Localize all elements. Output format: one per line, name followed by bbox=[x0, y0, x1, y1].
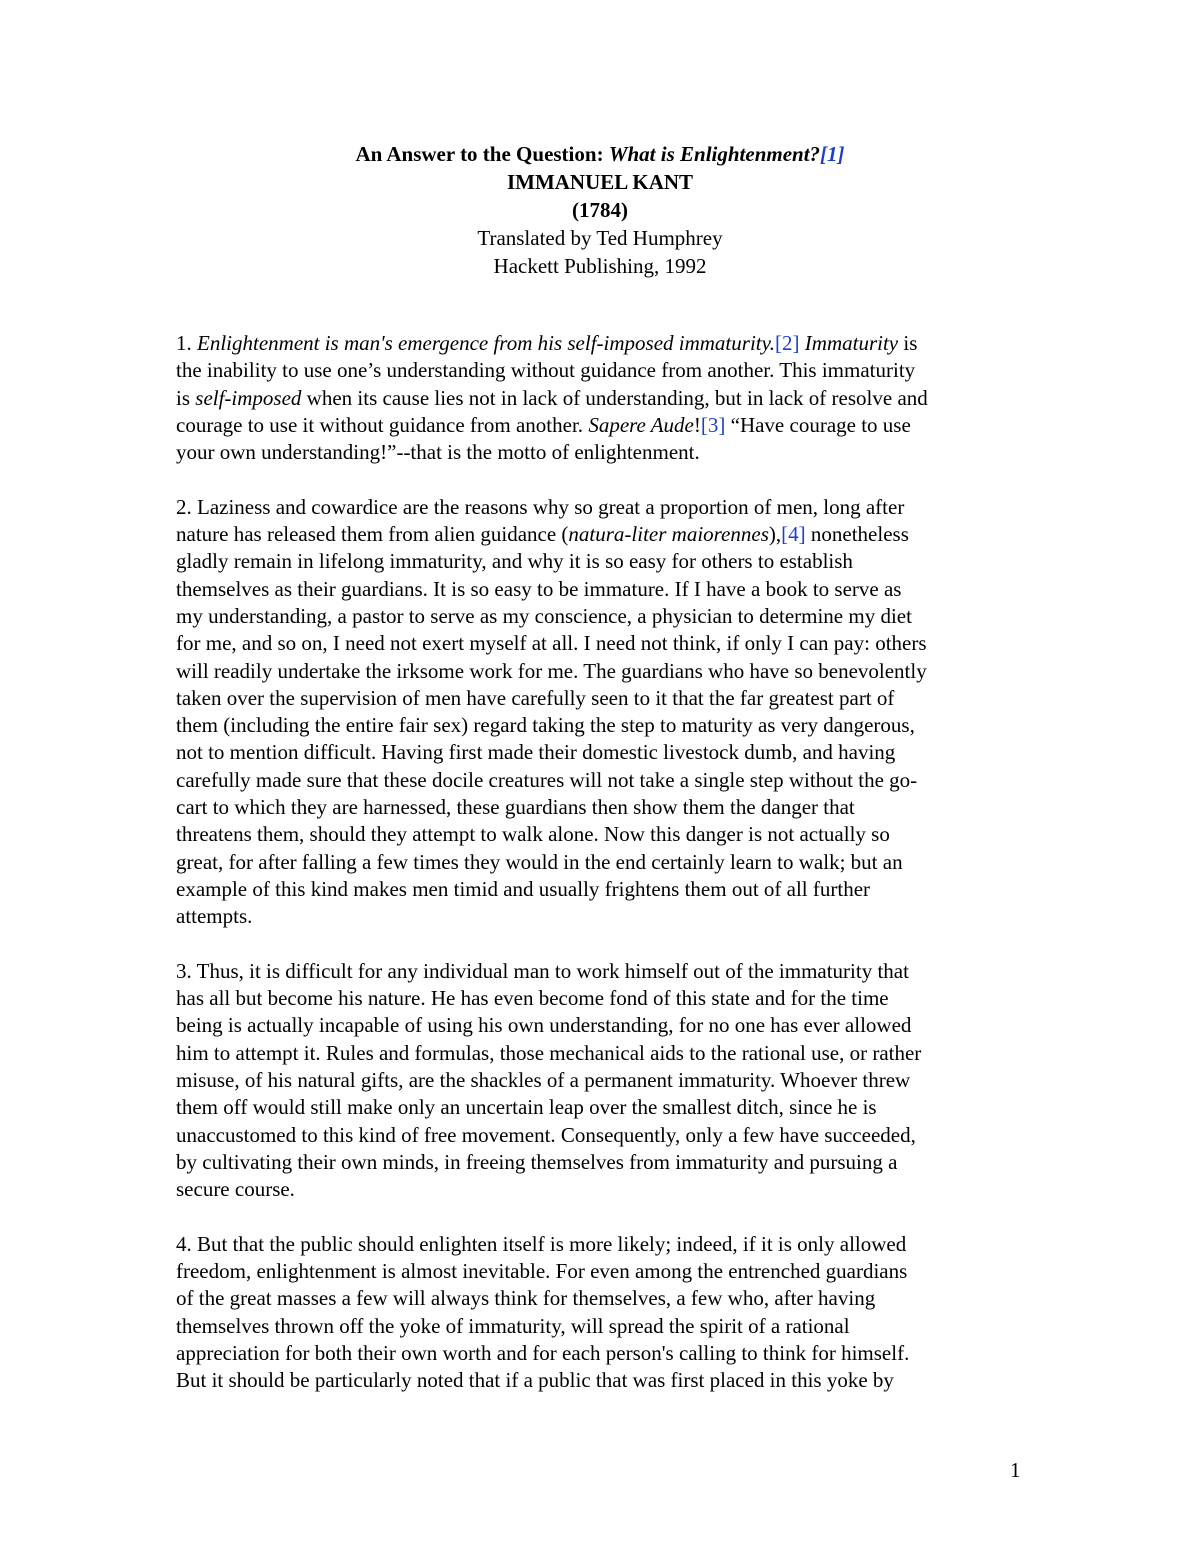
text-line: your own understanding!”--that is the motto of enlightenment. bbox=[176, 440, 700, 465]
title-block bbox=[176, 140, 1024, 280]
text-line: threatens them, should they attempt to walk alone. Now this danger is not actually so bbox=[176, 822, 890, 847]
text-run: is bbox=[898, 331, 918, 355]
text-line: cart to which they are harnessed, these guardians then show them the danger that bbox=[176, 795, 855, 820]
text-line bbox=[176, 521, 1024, 548]
text-line: taken over the supervision of men have carefully seen to it that the far greatest part of bbox=[176, 685, 895, 710]
text-line: example of this kind makes men timid and usually frightens them out of all further bbox=[176, 876, 871, 901]
publisher: Hackett Publishing, 1992 bbox=[493, 254, 707, 278]
text-run: nonetheless bbox=[805, 522, 909, 547]
text-line: freedom, enlightenment is almost inevitable. For even among the entrenched guardians bbox=[176, 1259, 908, 1284]
italic-run: Sapere Aude bbox=[588, 412, 694, 437]
text-run: “Have courage to use bbox=[725, 412, 911, 437]
text-line bbox=[176, 330, 1024, 357]
text-line: misuse, of his natural gifts, are the shackles of a permanent immaturity. Whoever threw bbox=[176, 1068, 911, 1093]
text-line: carefully made sure that these docile creatures will not take a single step without the go- bbox=[176, 767, 918, 792]
text-run: when its cause lies not in lack of understanding, but in lack of resolve and bbox=[301, 385, 928, 410]
text-line: 2. Laziness and cowardice are the reasons why so great a proportion of men, long after bbox=[176, 494, 905, 519]
title bbox=[176, 140, 1024, 168]
text-line: of the great masses a few will always think for themselves, a few who, after having bbox=[176, 1286, 876, 1311]
text-run: ! bbox=[693, 412, 701, 437]
year: (1784) bbox=[572, 198, 628, 222]
text-line: gladly remain in lifelong immaturity, and why it is so easy for others to establish bbox=[176, 549, 853, 574]
footnote-link-3[interactable]: [3] bbox=[700, 412, 726, 437]
text-line bbox=[176, 412, 1024, 439]
title-prefix: An Answer to the Question: bbox=[355, 142, 609, 166]
text-line: great, for after falling a few times they would in the end certainly learn to walk; but an bbox=[176, 849, 903, 874]
text-line: by cultivating their own minds, in freeing themselves from immaturity and pursuing a bbox=[176, 1149, 898, 1174]
text-line: the inability to use one’s understanding without guidance from another. This immaturity bbox=[176, 358, 916, 383]
italic-run: Immaturity bbox=[804, 331, 899, 355]
text-line: unaccustomed to this kind of free movement. Consequently, only a few have succeeded, bbox=[176, 1122, 916, 1147]
paragraph-1 bbox=[176, 330, 1024, 466]
text-line: him to attempt it. Rules and formulas, those mechanical aids to the rational use, or rather bbox=[176, 1040, 922, 1065]
text-line: them (including the entire fair sex) regard taking the step to maturity as very dangerous, bbox=[176, 713, 915, 738]
text-line: for me, and so on, I need not exert myself at all. I need not think, if only I can pay: others bbox=[176, 631, 927, 656]
footnote-link-1[interactable]: [1] bbox=[820, 142, 845, 166]
text-line: themselves thrown off the yoke of immaturity, will spread the spirit of a rational bbox=[176, 1313, 850, 1338]
paragraph-2 bbox=[176, 494, 1024, 931]
page-number: 1 bbox=[1010, 1458, 1021, 1482]
text-line: not to mention difficult. Having first made their domestic livestock dumb, and having bbox=[176, 740, 896, 765]
author: IMMANUEL KANT bbox=[506, 170, 694, 194]
translator: Translated by Ted Humphrey bbox=[477, 226, 723, 250]
paragraph-3 bbox=[176, 958, 1024, 1204]
text-line bbox=[176, 385, 1024, 412]
italic-run: natura-liter maiorennes bbox=[568, 522, 769, 547]
footnote-link-4[interactable]: [4] bbox=[781, 522, 806, 547]
text-line: attempts. bbox=[176, 904, 253, 929]
italic-run: Enlightenment is man's emergence from his self-imposed immaturity. bbox=[197, 331, 776, 355]
text-line: 4. But that the public should enlighten itself is more likely; indeed, if it is only allowed bbox=[176, 1231, 907, 1256]
text-run: nature has released them from alien guidance ( bbox=[176, 522, 569, 547]
text-line: 3. Thus, it is difficult for any individual man to work himself out of the immaturity that bbox=[176, 958, 909, 983]
text-line: will readily undertake the irksome work for me. The guardians who have so benevolently bbox=[176, 658, 927, 683]
footnote-link-2[interactable]: [2] bbox=[775, 331, 800, 355]
text-line: my understanding, a pastor to serve as my conscience, a physician to determine my diet bbox=[176, 603, 912, 628]
text-line: has all but become his nature. He has even become fond of this state and for the time bbox=[176, 986, 889, 1011]
text-line: But it should be particularly noted that if a public that was first placed in this yoke by bbox=[176, 1368, 894, 1393]
text-run: 1. bbox=[176, 331, 197, 355]
text-run: is bbox=[176, 385, 196, 410]
text-line: themselves as their guardians. It is so easy to be immature. If I have a book to serve as bbox=[176, 576, 902, 601]
text-line: appreciation for both their own worth and for each person's calling to think for himself. bbox=[176, 1340, 910, 1365]
title-italic: What is Enlightenment? bbox=[608, 142, 821, 166]
text-run: courage to use it without guidance from another. bbox=[176, 412, 589, 437]
text-line: them off would still make only an uncertain leap over the smallest ditch, since he is bbox=[176, 1095, 877, 1120]
document-body bbox=[176, 330, 1024, 1422]
text-line: secure course. bbox=[176, 1177, 295, 1202]
text-line: being is actually incapable of using his own understanding, for no one has ever allowed bbox=[176, 1013, 912, 1038]
paragraph-4 bbox=[176, 1231, 1024, 1395]
text-run: ), bbox=[768, 522, 782, 547]
italic-run: self-imposed bbox=[195, 385, 302, 410]
